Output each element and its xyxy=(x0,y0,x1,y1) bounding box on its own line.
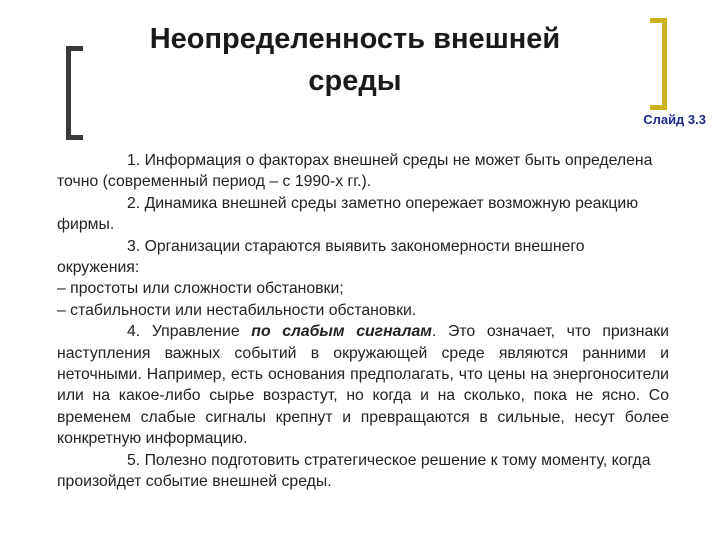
paragraph-2: 2. Динамика внешней среды заметно опережает возможную реакцию фирмы. xyxy=(57,194,639,234)
list-item-stability: – стабильности или нестабильности обстановки. xyxy=(57,301,417,319)
slide-title-line-2: среды xyxy=(308,65,402,97)
slide-number-label: Слайд 3.3 xyxy=(643,112,706,127)
slide-title xyxy=(70,18,640,102)
right-bracket-decoration xyxy=(650,18,667,110)
paragraph-4-rest: . Это означает, что признаки наступления важных событий в окружающей среде являются ранними и неточными. Например, есть основания предполагать, что цены на энергоносители или на какое-либо сырье возрастут, но когда и на сколько, пока не ясно. Со временем слабые сигналы крепнут и превращаются в сильные, несут более конкретную информацию. xyxy=(57,323,669,448)
paragraph-4-start: 4. Управление xyxy=(127,323,252,341)
weak-signals-emphasis: по слабым сигналам xyxy=(251,323,432,341)
paragraph-4 xyxy=(57,321,669,449)
slide-body xyxy=(57,150,669,493)
paragraph-1: 1. Информация о факторах внешней среды не может быть определена точно (современный период – с 1990-х гг.). xyxy=(57,152,653,191)
slide-title-line-1: Неопределенность внешней xyxy=(149,23,561,55)
list-item-simplicity: – простоты или сложности обстановки; xyxy=(57,280,344,298)
paragraph-5: 5. Полезно подготовить стратегическое решение к тому моменту, когда произойдет событие внешней среды. xyxy=(57,451,651,491)
paragraph-3: 3. Организации стараются выявить закономерности внешнего окружения: xyxy=(57,237,585,277)
